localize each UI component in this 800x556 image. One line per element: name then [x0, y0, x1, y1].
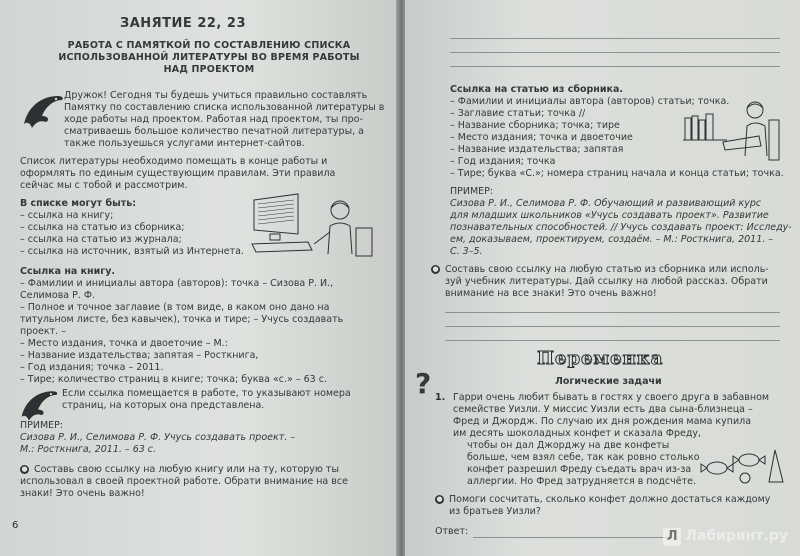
list-item: – ссылка на статью из сборника;	[20, 222, 185, 233]
writing-line	[450, 52, 780, 53]
article-title: Ссылка на статью из сборника.	[450, 84, 623, 95]
book-line: – Название издательства; запятая – Росткнига,	[20, 350, 259, 361]
candies-illustration	[699, 438, 789, 488]
article-line: – Фамилии и инициалы автора (авторов) статьи; точка.	[450, 96, 730, 107]
task-bullet-icon: ●	[21, 465, 28, 473]
answer-label: Ответ:	[435, 526, 469, 537]
note-line-1: Если ссылка помещается в работе, то указывают номера	[62, 388, 351, 399]
example-line: С. 3–5.	[450, 246, 483, 257]
task-line-1: Составь свою ссылку на любую статью из сборника или исполь-	[445, 264, 769, 275]
writing-line	[450, 66, 780, 67]
left-page	[0, 0, 398, 556]
intro-line-1: Дружок! Сегодня ты будешь учиться правильно составлять	[64, 90, 368, 101]
problem-line: семействе Уизли. У миссис Уизли есть два сына-близнеца –	[453, 404, 753, 415]
task-line-2: использовал в своей проектной работе. Обрати внимание на все	[20, 476, 348, 487]
intro-line-5: также пользуешься услугами интернет-сайтов.	[64, 138, 305, 149]
task-line-3: знаки! Это очень важно!	[20, 488, 145, 499]
example-line: ем, доказываем, проектируем, создаём. – М.: Росткнига, 2011. –	[450, 234, 774, 245]
task-bullet-icon: ●	[432, 265, 439, 273]
reading-boy-illustration	[683, 100, 783, 162]
intro-line-2: Памятку по составлению списка использованной литературы в	[64, 102, 385, 113]
writing-line	[445, 312, 780, 313]
writing-line	[450, 38, 780, 39]
logic-title: Логические задачи	[555, 376, 662, 387]
article-line: – Название издательства; запятая	[450, 144, 624, 155]
example-line-1: Сизова Р. И., Селимова Р. Ф. Учусь создавать проект. –	[20, 432, 296, 443]
computer-boy-illustration	[248, 192, 378, 264]
book-line: проект. –	[20, 326, 66, 337]
task-line-3: внимание на все знаки! Это очень важно!	[445, 288, 657, 299]
problem-line: больше, чем взял себе, так как ровно столько	[467, 452, 700, 463]
article-line: – Место издания; точка и двоеточие	[450, 132, 633, 143]
subtitle-line-3: НАД ПРОЕКТОМ	[163, 64, 255, 75]
list-title: В списке могут быть:	[20, 198, 137, 209]
problem-number: 1.	[435, 392, 446, 403]
para2-line-2: оформлять по единым существующим правилам. Эти правила	[20, 168, 336, 179]
task-line-1: Составь свою ссылку на любую книгу или на ту, которую ты	[34, 464, 339, 475]
example-line: Сизова Р. И., Селимова Р. Ф. Обучающий и развивающий курс	[450, 198, 762, 209]
book-line: – Место издания, точка и двоеточие – М.:	[20, 338, 228, 349]
question-line-1: Помоги сосчитать, сколько конфет должно достаться каждому	[449, 494, 771, 505]
lesson-title: ЗАНЯТИЕ 22, 23	[120, 16, 246, 31]
article-line: – Заглавие статьи; точка //	[450, 108, 586, 119]
page-number: 6	[12, 520, 19, 531]
writing-line	[445, 326, 780, 327]
para2-line-1: Список литературы необходимо помещать в конце работы и	[20, 156, 328, 167]
note-line-2: страниц, на которых она представлена.	[62, 400, 265, 411]
article-line: – Год издания; точка	[450, 156, 556, 167]
book-line: Селимова Р. Ф.	[20, 290, 96, 301]
example-line: для младших школьников «Учусь создавать проект». Развитие	[450, 210, 769, 221]
article-line: – Тире; буква «С.»; номера страниц начала и конца статьи; точка.	[450, 168, 784, 179]
writing-line	[445, 340, 780, 341]
problem-line: Гарри очень любит бывать в гостях у своего друга в забавном	[453, 392, 770, 403]
problem-line: Фред и Джордж. По случаю их дня рождения мама купила	[453, 416, 752, 427]
intro-line-3: ходе работы над проектом. Работая над проектом, ты про-	[64, 114, 363, 125]
example-label: ПРИМЕР:	[450, 186, 494, 197]
subtitle-line-2: ИСПОЛЬЗОВАННОЙ ЛИТЕРАТУРЫ ВО ВРЕМЯ РАБОТЫ	[58, 52, 360, 63]
intro-line-4: сматриваешь большое количество печатной литературы, а	[64, 126, 364, 137]
example-label: ПРИМЕР:	[20, 420, 64, 431]
book-line: – Год издания; точка – 2011.	[20, 362, 164, 373]
example-line-2: М.: Росткнига, 2011. – 63 с.	[20, 444, 157, 455]
example-line: познавательных способностей. // Учусь создавать проект: Исследу-	[450, 222, 792, 233]
right-page	[405, 0, 800, 556]
watermark: Л Лабиринт.ру	[663, 528, 788, 546]
list-item: – ссылка на статью из журнала;	[20, 234, 182, 245]
book-line: – Полное и точное заглавие (в том виде, в каком оно дано на	[20, 302, 330, 313]
question-bullet-icon: ●	[436, 495, 443, 503]
dolphin-icon	[18, 86, 68, 136]
book-line: титульном листе, без кавычек), точка и тире; – Учусь создавать	[20, 314, 344, 325]
list-item: – ссылка на книгу;	[20, 210, 114, 221]
book-line: – Тире; количество страниц в книге; точка; буква «с.» – 63 с.	[20, 374, 327, 385]
problem-line: конфет разрешил Фреду съедать врач из-за	[467, 464, 692, 475]
book-title: Ссылка на книгу.	[20, 266, 116, 277]
answer-line[interactable]	[473, 537, 673, 538]
para2-line-3: сейчас мы с тобой и рассмотрим.	[20, 180, 188, 191]
task-line-2: зуй учебник литературы. Дай ссылку на любой рассказ. Обрати	[445, 276, 768, 287]
problem-line: им десять шоколадных конфет и сказала Фреду,	[453, 428, 702, 439]
question-mark-icon: ?	[415, 367, 432, 400]
break-title: Переменка	[537, 348, 664, 369]
list-item: – ссылка на источник, взятый из Интернета.	[20, 246, 244, 257]
article-line: – Название сборника; точка; тире	[450, 120, 620, 131]
book-line: – Фамилии и инициалы автора (авторов): точка – Сизова Р. И.,	[20, 278, 334, 289]
problem-line: аллергии. Но Фред затрудняется в подсчёте.	[467, 476, 697, 487]
question-line-2: из братьев Уизли?	[449, 506, 541, 517]
problem-line: чтобы он дал Джорджу на две конфеты	[467, 440, 670, 451]
subtitle-line-1: РАБОТА С ПАМЯТКОЙ ПО СОСТАВЛЕНИЮ СПИСКА	[67, 40, 351, 51]
watermark-logo-icon: Л	[663, 528, 681, 546]
